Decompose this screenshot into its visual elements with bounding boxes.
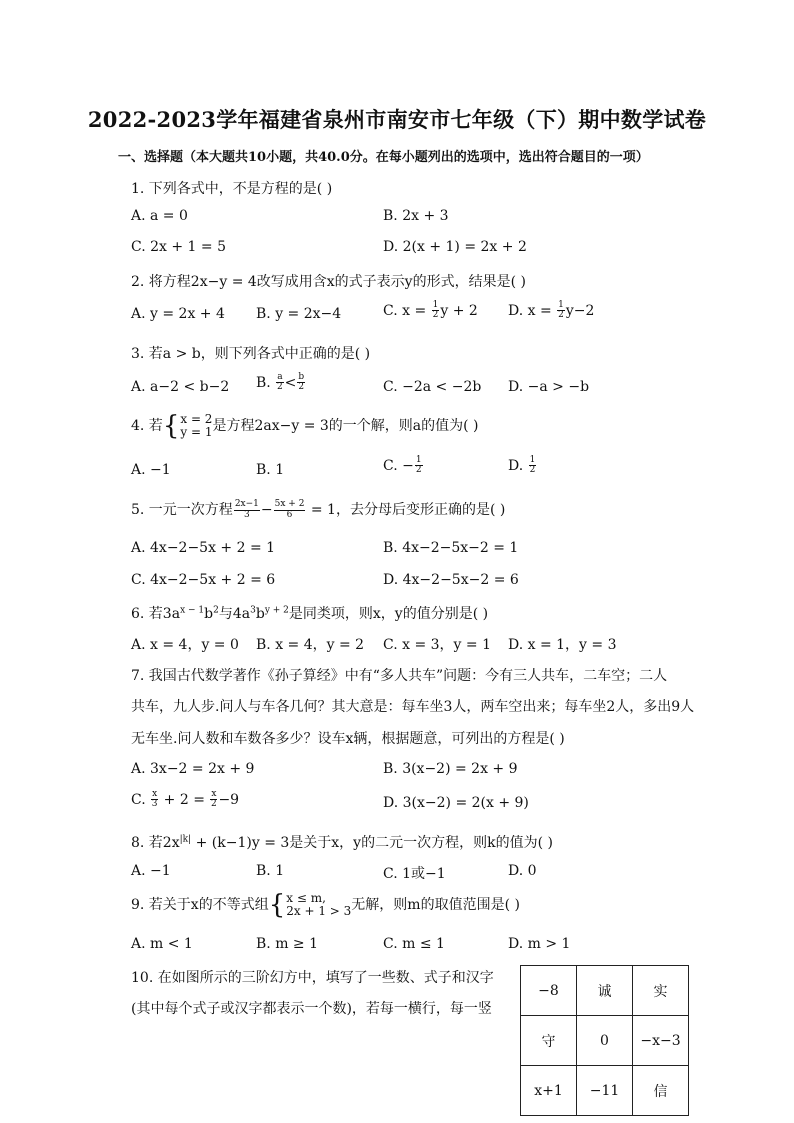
q9-option-b: B. m ≥ 1 (256, 936, 319, 952)
q8-stem-b: + (k−1)y = 3是关于x，y的二元一次方程，则k的值为( ) (191, 835, 553, 851)
question-9-stem (131, 892, 520, 918)
q3-option-b (256, 373, 306, 393)
q5-stem-prefix: 5. 一元一次方程 (131, 502, 233, 518)
magic-cell: −11 (577, 1066, 633, 1116)
q5-num-1: 2x−1 (234, 499, 259, 510)
q4-system (163, 413, 213, 439)
q1-option-b: B. 2x + 3 (383, 208, 449, 224)
q7-c-den-1: 3 (151, 799, 158, 810)
magic-square (520, 965, 689, 1116)
q2-c-fraction (432, 301, 440, 321)
q2-d-num: 1 (558, 300, 564, 310)
q1-option-a: A. a = 0 (131, 208, 188, 224)
q5-fraction-1 (234, 500, 260, 520)
q3-b-den-1: 2 (277, 382, 283, 393)
q2-option-d (508, 301, 594, 321)
q6-stem-e: 是同类项，则x，y的值分别是( ) (288, 606, 489, 622)
page-title: 2022-2023学年福建省泉州市南安市七年级（下）期中数学试卷 (87, 107, 707, 132)
q3-option-d: D. −a > −b (508, 379, 590, 395)
question-5-stem (131, 499, 505, 520)
q7-c-middle: + 2 = (159, 791, 210, 808)
q4-option-a: A. −1 (131, 462, 171, 478)
q7-c-num-1: x (152, 789, 158, 799)
q4-d-num: 1 (529, 455, 536, 465)
question-10-line-2: (其中每个式子或汉字都表示一个数)，若每一横行，每一竖 (131, 1001, 492, 1017)
q8-stem-a: 8. 若2x (131, 835, 180, 851)
brace-glyph: { (162, 411, 180, 441)
q9-stem-prefix: 9. 若关于x的不等式组 (131, 897, 269, 913)
q2-c-prefix: C. x = (383, 302, 431, 319)
q8-option-d: D. 0 (508, 863, 537, 879)
q1-option-c: C. 2x + 1 = 5 (131, 239, 226, 255)
q5-option-c: C. 4x−2−5x + 2 = 6 (131, 572, 276, 588)
q4-option-b: B. 1 (256, 462, 285, 478)
q9-stem-suffix: 无解，则m的取值范围是( ) (351, 897, 520, 913)
q2-c-den: 2 (432, 310, 439, 321)
q9-system (269, 892, 352, 918)
q3-option-c: C. −2a < −2b (383, 379, 482, 395)
q8-option-b: B. 1 (256, 863, 285, 879)
q5-operator: − (260, 502, 273, 518)
q2-d-fraction (557, 301, 565, 321)
q6-option-b: B. x = 4，y = 2 (256, 637, 365, 653)
q3-b-operator: < (284, 374, 297, 391)
q9-option-c: C. m ≤ 1 (383, 936, 445, 952)
q7-c-prefix: C. (131, 791, 151, 808)
q5-num-2: 5x + 2 (274, 499, 305, 510)
q6-stem-c: 与4a (218, 606, 251, 622)
magic-cell: x+1 (521, 1066, 577, 1116)
q6-stem-a: 6. 若3a (131, 606, 181, 622)
brace-glyph: { (268, 890, 286, 920)
q4-c-prefix: C. − (383, 457, 414, 474)
magic-square-row (521, 1016, 689, 1066)
q9-system-row-2: 2x + 1 > 3 (286, 904, 352, 918)
magic-cell: −x−3 (633, 1016, 689, 1066)
question-10-line-1: 10. 在如图所示的三阶幻方中，填写了一些数、式子和汉字 (131, 970, 494, 986)
magic-cell: 实 (633, 966, 689, 1016)
q3-option-a: A. a−2 < b−2 (131, 379, 230, 395)
q4-c-num: 1 (415, 455, 422, 465)
q4-option-d (508, 456, 537, 476)
q2-c-suffix: y + 2 (440, 302, 478, 319)
magic-cell: 诚 (577, 966, 633, 1016)
q2-option-a: A. y = 2x + 4 (131, 306, 225, 322)
q4-stem-prefix: 4. 若 (131, 418, 163, 434)
q2-option-c (383, 301, 478, 321)
q5-option-a: A. 4x−2−5x + 2 = 1 (131, 540, 276, 556)
q1-option-d: D. 2(x + 1) = 2x + 2 (383, 239, 527, 255)
q5-den-2: 6 (286, 509, 293, 520)
q4-option-c (383, 456, 424, 476)
question-7-line-2: 共车，九人步.问人与车各几何？其大意是：每车坐3人，两车空出来；每车坐2人，多出9人 (131, 699, 695, 715)
q8-option-a: A. −1 (131, 863, 171, 879)
q8-exp: |k| (179, 834, 192, 845)
question-6-stem (131, 603, 488, 623)
q6-exp-4: y + 2 (264, 605, 289, 616)
q5-option-b: B. 4x−2−5x−2 = 1 (383, 540, 519, 556)
q6-stem-b: b (204, 606, 214, 622)
q2-d-prefix: D. x = (508, 302, 557, 319)
q3-b-num-2: b (298, 372, 305, 382)
q3-b-fraction-2 (297, 373, 305, 393)
q4-c-den: 2 (415, 465, 422, 476)
q7-option-b: B. 3(x−2) = 2x + 9 (383, 761, 518, 777)
q9-option-d: D. m > 1 (508, 936, 571, 952)
q7-c-fraction-2 (210, 790, 217, 810)
q3-b-prefix: B. (256, 374, 276, 391)
q9-option-a: A. m < 1 (131, 936, 193, 952)
q4-system-row-1: x = 2 (180, 412, 213, 427)
q7-option-d: D. 3(x−2) = 2(x + 9) (383, 795, 529, 811)
question-8-stem (131, 832, 553, 852)
q4-d-prefix: D. (508, 457, 528, 474)
q6-option-a: A. x = 4，y = 0 (131, 637, 239, 653)
q3-b-num-1: a (277, 372, 283, 382)
q2-option-b: B. y = 2x−4 (256, 306, 342, 322)
q2-d-suffix: y−2 (565, 302, 595, 319)
q6-exp-3: 3 (250, 605, 256, 616)
q6-stem-d: b (255, 606, 265, 622)
q2-d-den: 2 (558, 310, 564, 321)
q4-c-fraction (415, 456, 423, 476)
q5-option-d: D. 4x−2−5x−2 = 6 (383, 572, 519, 588)
q4-d-den: 2 (529, 465, 536, 476)
question-3-stem: 3. 若a > b，则下列各式中正确的是( ) (131, 346, 371, 362)
q7-option-c (131, 790, 239, 810)
magic-cell: 0 (577, 1016, 633, 1066)
question-1-stem: 1. 下列各式中，不是方程的是( ) (131, 181, 333, 197)
q4-stem-suffix: 是方程2ax−y = 3的一个解，则a的值为( ) (212, 418, 479, 434)
q6-option-c: C. x = 3，y = 1 (383, 637, 491, 653)
q7-c-suffix: −9 (218, 791, 240, 808)
q7-c-num-2: x (211, 789, 217, 799)
q7-option-a: A. 3x−2 = 2x + 9 (131, 761, 255, 777)
q6-option-d: D. x = 1，y = 3 (508, 637, 617, 653)
q2-c-num: 1 (432, 300, 439, 310)
question-2-stem: 2. 将方程2x−y = 4改写成用含x的式子表示y的形式，结果是( ) (131, 274, 526, 290)
q3-b-den-2: 2 (298, 382, 305, 393)
question-4-stem (131, 413, 479, 439)
q4-d-fraction (529, 456, 537, 476)
q5-den-1: 3 (243, 509, 250, 520)
magic-square-row (521, 966, 689, 1016)
q5-stem-suffix: = 1，去分母后变形正确的是( ) (306, 502, 506, 518)
q6-exp-1: x − 1 (180, 605, 205, 616)
q3-b-fraction-1 (276, 373, 283, 393)
section-heading: 一、选择题（本大题共10小题，共40.0分。在每小题列出的选项中，选出符合题目的一项） (118, 150, 649, 165)
q9-system-row-1: x ≤ m, (286, 891, 326, 906)
q7-c-den-2: 2 (211, 799, 217, 810)
q7-c-fraction-1 (151, 790, 158, 810)
magic-cell: 信 (633, 1066, 689, 1116)
question-7-line-1: 7. 我国古代数学著作《孙子算经》中有“多人共车”问题：今有三人共车，二车空；二人 (131, 668, 668, 684)
magic-cell: 守 (521, 1016, 577, 1066)
magic-square-row (521, 1066, 689, 1116)
q6-exp-2: 2 (213, 605, 219, 616)
q5-fraction-2 (274, 500, 306, 520)
q4-system-row-2: y = 1 (180, 425, 213, 439)
question-7-line-3: 无车坐.问人数和车数各多少？设车x辆，根据题意，可列出的方程是( ) (131, 731, 565, 747)
q8-option-c: C. 1或−1 (383, 866, 446, 882)
magic-cell: −8 (521, 966, 577, 1016)
